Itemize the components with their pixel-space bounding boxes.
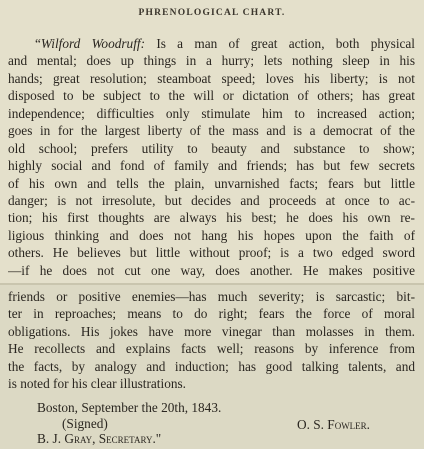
paragraph-line: disposed to be subject to the will or dictation of others; has great (8, 88, 415, 104)
paragraph-line: tion; his first thoughts are always his best; he does his own re- (8, 210, 415, 226)
paragraph-line: danger; is not irresolute, but decides and proceeds at once to ac- (8, 192, 415, 208)
paragraph-line: and mental; does up things in a hurry; lets nothing sleep in his (8, 53, 415, 69)
page-header: PHRENOLOGICAL CHART. (138, 8, 286, 18)
paragraph-line: of his own and tells the plain, unvarnished facts; fears but little (8, 175, 415, 191)
date-line: Boston, September the 20th, 1843. (37, 400, 222, 415)
paragraph-line: hands; great resolution; steamboat speed; loves his liberty; is not (8, 70, 415, 86)
paragraph-line: He recollects and explains facts well; reasons by inference from (8, 341, 415, 357)
paragraph-line: goes in for the largest liberty of the mass and is a democrat of the (8, 123, 415, 139)
paragraph-line: ligious thinking and does not hang his hopes upon the faith of (8, 227, 415, 243)
paragraph-line: old school; prefers utility to beauty and substance to show; (8, 140, 415, 156)
signatory-fowler: O. S. Fowler. (297, 417, 371, 432)
paragraph-line: the facts, by analogy and induction; has good talking talents, and (8, 358, 415, 374)
top-paragraph (8, 35, 415, 279)
paragraph-line: ter in reproaches; means to do right; fears the force of moral (8, 306, 415, 322)
scan-seam-divider (0, 283, 424, 285)
paragraph-line: is noted for his clear illustrations. (8, 376, 186, 392)
paragraph-line: “Wilford Woodruff: Is a man of great action, both physical (35, 36, 415, 51)
paragraph-line: independence; difficulties only stimulate him to increased action; (8, 105, 415, 121)
paragraph-line: friends or positive enemies—has much severity; is sarcastic; bit- (8, 289, 415, 304)
paragraph-line: —if he does not cut one way, does another. He makes positive (8, 262, 415, 278)
secretary-gray: B. J. Gray, Secretary." (37, 431, 162, 446)
signed-label: (Signed) (62, 416, 108, 431)
paragraph-line: others. He believes but little without proof; is a two edged sword (8, 245, 415, 261)
paragraph-line: highly social and fond of family and friends; has but few secrets (8, 158, 415, 174)
paragraph-line: obligations. His jokes have more vinegar than molasses in them. (8, 323, 415, 339)
subject-name: Wilford Woodruff: (40, 36, 146, 51)
bottom-paragraph (8, 288, 415, 393)
